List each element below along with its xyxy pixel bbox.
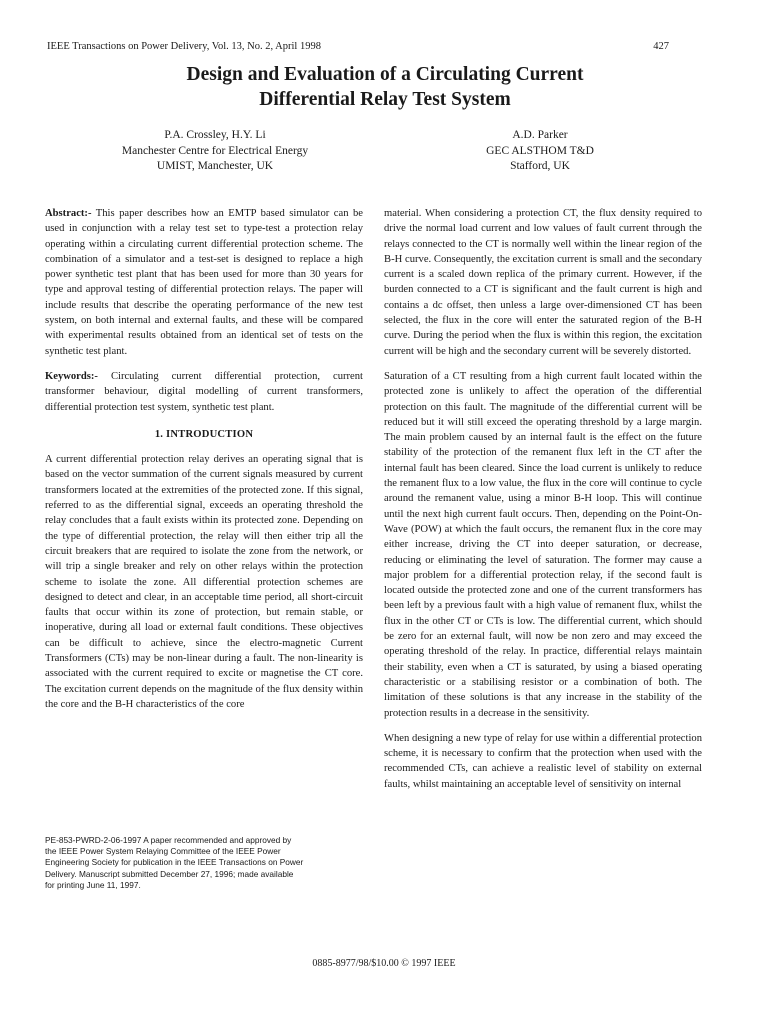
journal-citation: IEEE Transactions on Power Delivery, Vol. 13, No. 2, April 1998: [47, 41, 321, 52]
abstract-label: Abstract:-: [45, 208, 92, 219]
right-column: [384, 206, 702, 792]
abstract: [45, 206, 363, 359]
left-column: [45, 206, 363, 712]
author-names-left: P.A. Crossley, H.Y. Li: [164, 129, 266, 141]
page-number: 427: [653, 41, 669, 52]
section-heading-introduction: 1. INTRODUCTION: [154, 428, 254, 440]
introduction-paragraph: A current differential protection relay derives an operating signal that is based on the vector summation of the current signals measured by current transformers located at the extremities of the protected zone. If this signal, referred to as the differential signal, exceeds an operating threshold the relay concludes that a fault exists within its protected zone. Depending on the type of differential protection, the relay will then either trip all the circuit breakers that are required to isolate the zone from the network, or will trip a single breaker and rely on other relays within the protection scheme to isolate the zone. All differential protection schemes are designed to detect and clear, in an acceptable time period, all short-circuit faults that occur within its zone of protection, but remain stable, or inoperative, during all load or external fault conditions. These objectives can be difficult to achieve, since the electro-magnetic Current Transformers (CTs) may be non-linear during a fault. The non-linearity is associated with the current required to excite or magnetise the CT core. The excitation current depends on the magnitude of the flux density within the core and the B-H characteristics of the core: [45, 454, 363, 710]
author-org-right: GEC ALSTHOM T&D: [486, 144, 594, 157]
title-line-2: Differential Relay Test System: [259, 89, 511, 110]
keywords: [45, 369, 363, 415]
keywords-label: Keywords:-: [45, 370, 98, 382]
body-paragraph: When designing a new type of relay for use within a differential protection scheme, it is necessary to confirm that the protection when used with the recommended CTs, can achieve a realistic level of stability on external faults, whilst maintaining an acceptable level of sensitivity on internal: [384, 732, 702, 790]
footnote-line: the IEEE Power System Relaying Committee of the IEEE Power: [45, 846, 281, 857]
author-block-left: [90, 128, 340, 175]
body-paragraph: Saturation of a CT resulting from a high current fault located within the protected zone is unlikely to affect the operation of the differential protection on this fault. The magnitude of the differential current will be reduced but it will still exceed the operating threshold by a large margin. The main problem caused by an internal fault is the effect on the future stability of the protection of the remanent flux left in the CT after the internal fault has been cleared. Since the load current is unlikely to reduce the remanent flux to a low value, the flux in the core will continue to cycle around the remanent value, using a minor B-H loop. This will continue until the next high current fault occurs. Then, depending on the Point-On-Wave (POW) at which the fault occurs, the remanent flux in the core may either increase, driving the CT into deeper saturation, or decrease, reducing or eliminating the level of saturation. The former may cause a major problem for a differential protection relay, if the second fault is located outside the protected zone and one of the current transformers has been left by a previous fault with a high value of remanent flux, whilst the flux in the other CT or CTs is low. The differential current, which should be zero for an external fault, will now be non zero and may exceed the operating threshold of the relay. In practice, differential relays maintain their stability, even when a CT is saturated, by using a biased operating characteristic or a stabilising resistor or a combination of both. The limitation of these solutions is that any increase in the stability of the protection results in a decrease in the sensitivity.: [384, 370, 702, 719]
footnote: [45, 835, 363, 891]
title-line-1: Design and Evaluation of a Circulating Current: [186, 64, 584, 85]
footnote-line: Delivery. Manuscript submitted December 27, 1996; made available: [45, 868, 294, 879]
keywords-text: Circulating current differential protection, current transformer behaviour, digital modelling of current transformers, differential protection test system, synthetic test plant.: [45, 370, 363, 413]
paper-title: [60, 62, 710, 112]
footnote-line: Engineering Society for publication in the IEEE Transactions on Power: [45, 857, 304, 868]
author-location-right: Stafford, UK: [510, 160, 570, 172]
copyright-footer: 0885-8977/98/$10.00 © 1997 IEEE: [312, 958, 456, 969]
author-block-right: [440, 128, 640, 175]
abstract-text: This paper describes how an EMTP based simulator can be used in conjunction with a relay test set to type-test a protection relay operating within a circulating current differential protection scheme. The combination of a simulator and a test-set is designed to replace a high power synthetic test plant that has been used for more than 30 years for type and approval testing of differential protection relays. The paper will include results that describe the operating performance of the new test system, on both internal and external faults, and these will be compared with experimental results obtained from an identical set of tests on the synthetic test plant.: [45, 208, 363, 357]
author-location-left: UMIST, Manchester, UK: [156, 160, 274, 172]
body-paragraph: material. When considering a protection CT, the flux density required to drive the normal load current and low values of fault current through the relays connected to the CT is normally well within the linear region of the B-H curve. Consequently, the excitation current is small and the secondary current is a scaled down replica of the primary current. However, if the burden connected to a CT is significant and the fault current is high and contains a dc offset, then unless a large over-dimensioned CT has been selected, the flux in the core will enter the saturated region of the B-H curve. During the period when the flux is within this region, the excitation current will be high and the secondary current will be severely distorted.: [384, 208, 702, 357]
author-org-left: Manchester Centre for Electrical Energy: [121, 144, 309, 157]
running-head: [47, 40, 669, 53]
footnote-line: PE-853-PWRD-2-06-1997 A paper recommended and approved by: [45, 835, 292, 845]
author-names-right: A.D. Parker: [512, 129, 568, 141]
footnote-line: for printing June 11, 1997.: [45, 879, 141, 890]
